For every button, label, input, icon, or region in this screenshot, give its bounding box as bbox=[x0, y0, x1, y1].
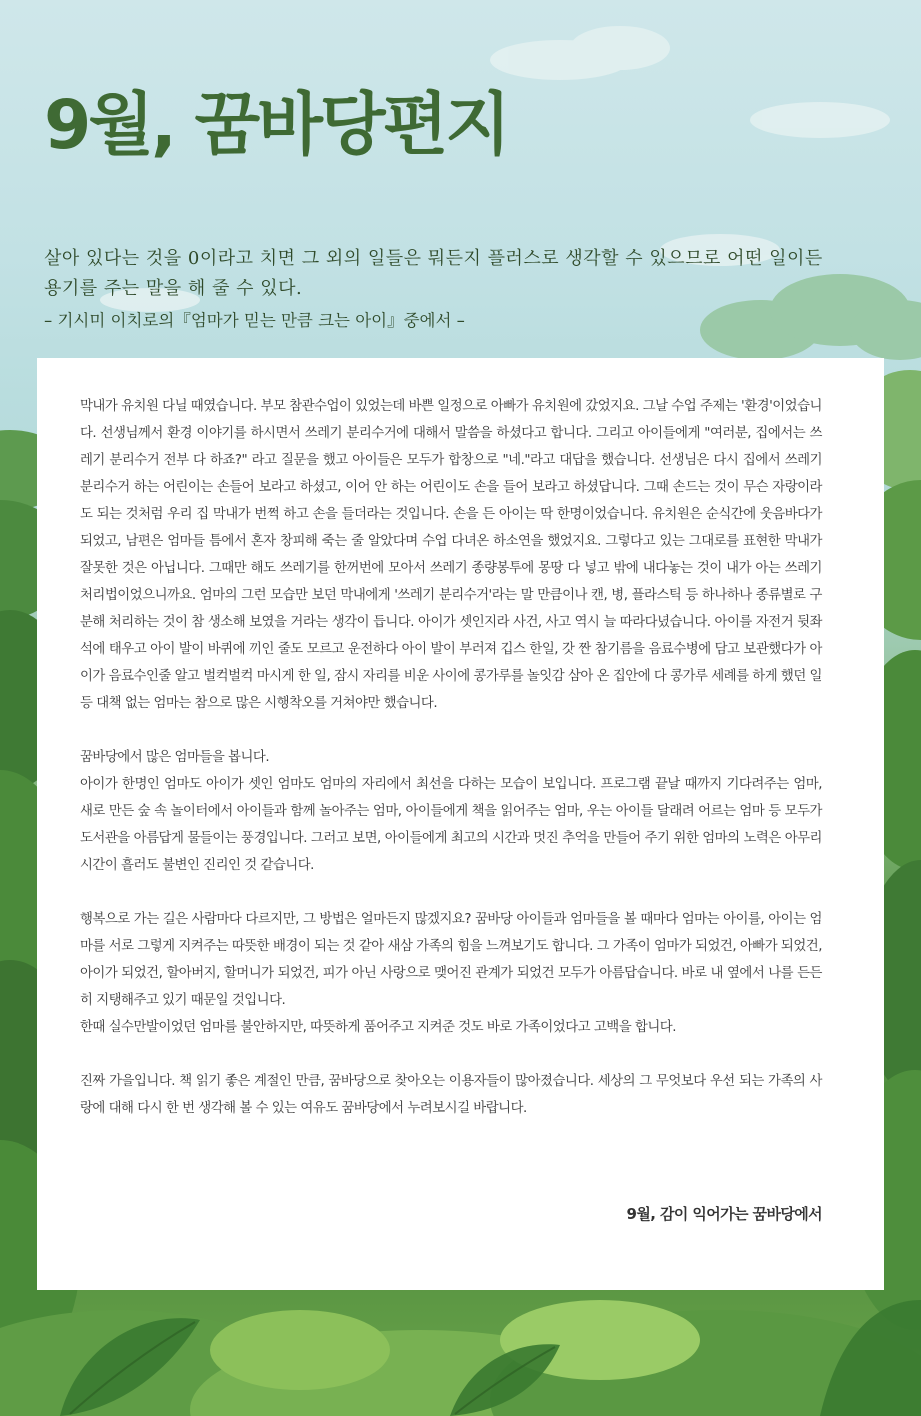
letter-signoff: 9월, 감이 익어가는 꿈바당에서 bbox=[626, 1205, 822, 1223]
epigraph-line: 용기를 주는 말을 해 줄 수 있다. bbox=[44, 278, 303, 299]
letter-card bbox=[37, 358, 884, 1290]
epigraph-source: – 기시미 이치로의『엄마가 믿는 만큼 크는 아이』중에서 – bbox=[44, 311, 465, 330]
letter-paragraph: 행복으로 가는 길은 사람마다 다르지만, 그 방법은 얼마든지 많겠지요? 꿈바당 아이들과 엄마들을 볼 때마다 엄마는 아이를, 아이는 엄마를 서로 그렇게 지켜주는 따뜻한 배경이 되는 것 같아 새삼 가족의 힘을 느껴보기도 합니다. 그 가족이 엄마가 되었건, 아빠가 되었건, 아이가 되었건, 할아버지, 할머니가 되었건, 피가 아닌 사랑으로 맺어진 관계가 되었건 모두가 아름답습니다. 바로 내 옆에서 나를 든든히 지탱해주고 있기 때문일 것입니다. 한때 실수만발이었던 엄마를 불안하지만, 따뜻하게 품어주고 지켜준 것도 바로 가족이었다고 고백을 합니다. bbox=[80, 912, 822, 1035]
epigraph bbox=[44, 244, 823, 334]
letter-paragraph: 꿈바당에서 많은 엄마들을 봅니다. 아이가 한명인 엄마도 아이가 셋인 엄마도 엄마의 자리에서 최선을 다하는 모습이 보입니다. 프로그램 끝날 때까지 기다려주는 엄마, 새로 만든 숲 속 놀이터에서 아이들과 함께 놀아주는 엄마, 아이들에게 책을 읽어주는 엄마, 우는 아이들 달래려 어르는 엄마 등 모두가 도서관을 아름답게 물들이는 풍경입니다. 그러고 보면, 아이들에게 최고의 시간과 멋진 추억을 만들어 주기 위한 엄마의 노력은 아무리 시간이 흘러도 불변인 진리인 것 같습니다. bbox=[80, 750, 822, 873]
letter-paragraph: 진짜 가을입니다. 책 읽기 좋은 계절인 만큼, 꿈바당으로 찾아오는 이용자들이 많아졌습니다. 세상의 그 무엇보다 우선 되는 가족의 사랑에 대해 다시 한 번 생각해 볼 수 있는 여유도 꿈바당에서 누려보시길 바랍니다. bbox=[80, 1074, 822, 1116]
epigraph-line: 살아 있다는 것을 0이라고 치면 그 외의 일들은 뭐든지 플러스로 생각할 수 있으므로 어떤 일이든 bbox=[44, 248, 823, 269]
letter-paragraph: 막내가 유치원 다닐 때였습니다. 부모 참관수업이 있었는데 바쁜 일정으로 아빠가 유치원에 갔었지요. 그날 수업 주제는 '환경'이었습니다. 선생님께서 환경 이야기를 하시면서 쓰레기 분리수거에 대해서 말씀을 하셨다고 합니다. 그리고 아이들에게 "여러분, 집에서는 쓰레기 분리수거 전부 다 하죠?" 라고 질문을 했고 아이들은 모두가 합창으로 "네."라고 대답을 했습니다. 선생님은 다시 집에서 쓰레기 분리수거 하는 어린이는 손들어 보라고 하셨고, 이어 안 하는 어린이도 손을 들어 보라고 하셨답니다. 그때 손드는 것이 무슨 자랑이라도 되는 것처럼 우리 집 막내가 번쩍 하고 손을 들더라는 것입니다. 손을 든 아이는 딱 한명이었습니다. 유치원은 순식간에 웃음바다가 되었고, 남편은 엄마들 틈에서 혼자 창피해 죽는 줄 알았다며 수업 다녀온 하소연을 했었지요. 그렇다고 있는 그대로를 표현한 막내가 잘못한 것은 아닙니다. 그때만 해도 쓰레기를 한꺼번에 모아서 쓰레기 종량봉투에 몽땅 다 넣고 밖에 내다놓는 것이 내가 아는 쓰레기 처리법이었으니까요. 엄마의 그런 모습만 보던 막내에게 '쓰레기 분리수거'라는 말 만큼이나 캔, 병, 플라스틱 등 하나하나 종류별로 구분해 처리하는 것이 참 생소해 보였을 거라는 생각이 듭니다. 아이가 셋인지라 사건, 사고 역시 늘 따라다녔습니다. 아이를 자전거 뒷좌석에 태우고 아이 발이 바퀴에 끼인 줄도 모르고 운전하다 아이 발이 부러져 깁스 한일, 갓 짠 참기름을 음료수병에 담고 보관했다가 아이가 음료수인줄 알고 벌컥벌컥 마시게 한 일, 잠시 자리를 비운 사이에 콩가루를 놀잇감 삼아 온 집안에 다 콩가루 세례를 하게 했던 일 등 대책 없는 엄마는 참으로 많은 시행착오를 거쳐야만 했습니다. bbox=[80, 399, 823, 711]
page-title: 9월, 꿈바당편지 bbox=[44, 86, 508, 165]
